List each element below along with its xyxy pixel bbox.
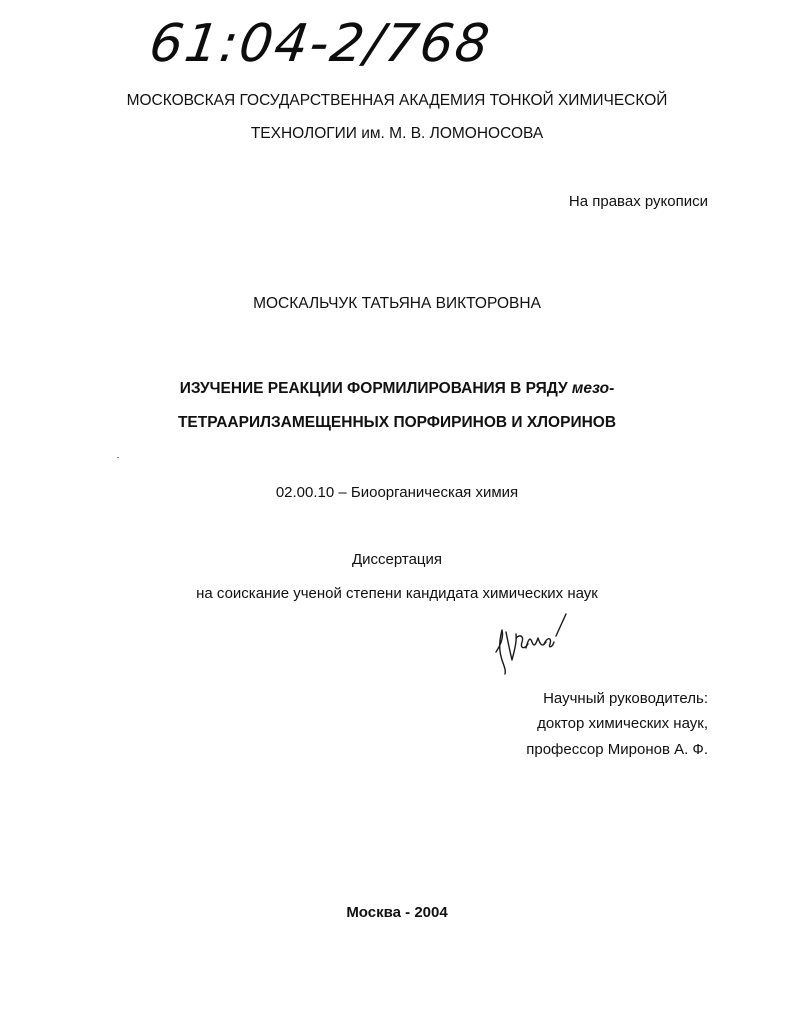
title-line-1-italic: мезо- xyxy=(571,380,615,397)
rights-note: На правах рукописи xyxy=(568,193,708,210)
handwritten-code: 61:04-2/768 xyxy=(145,14,495,74)
scan-speck xyxy=(117,457,119,458)
title-line-1 xyxy=(0,380,794,398)
handwritten-signature-icon xyxy=(490,608,570,678)
title-line-2: ТЕТРААРИЛЗАМЕЩЕННЫХ ПОРФИРИНОВ И ХЛОРИНОВ xyxy=(177,414,617,431)
supervisor-name: профессор Миронов А. Ф. xyxy=(526,741,708,758)
supervisor-degree: доктор химических наук, xyxy=(537,715,708,732)
author-name: МОСКАЛЬЧУК ТАТЬЯНА ВИКТОРОВНА xyxy=(253,295,541,312)
specialty: 02.00.10 – Биоорганическая химия xyxy=(275,484,519,501)
dissertation-label: Диссертация xyxy=(351,551,443,568)
title-line-1-main: ИЗУЧЕНИЕ РЕАКЦИИ ФОРМИЛИРОВАНИЯ В РЯДУ xyxy=(179,380,572,397)
institution-line-1: МОСКОВСКАЯ ГОСУДАРСТВЕННАЯ АКАДЕМИЯ ТОНКОЙ ХИМИЧЕСКОЙ xyxy=(126,92,668,109)
supervisor-label: Научный руководитель: xyxy=(543,690,708,707)
institution-line-2: ТЕХНОЛОГИИ им. М. В. ЛОМОНОСОВА xyxy=(250,125,544,142)
city-year: Москва - 2004 xyxy=(346,904,448,921)
dissertation-purpose: на соискание ученой степени кандидата химических наук xyxy=(196,585,598,602)
